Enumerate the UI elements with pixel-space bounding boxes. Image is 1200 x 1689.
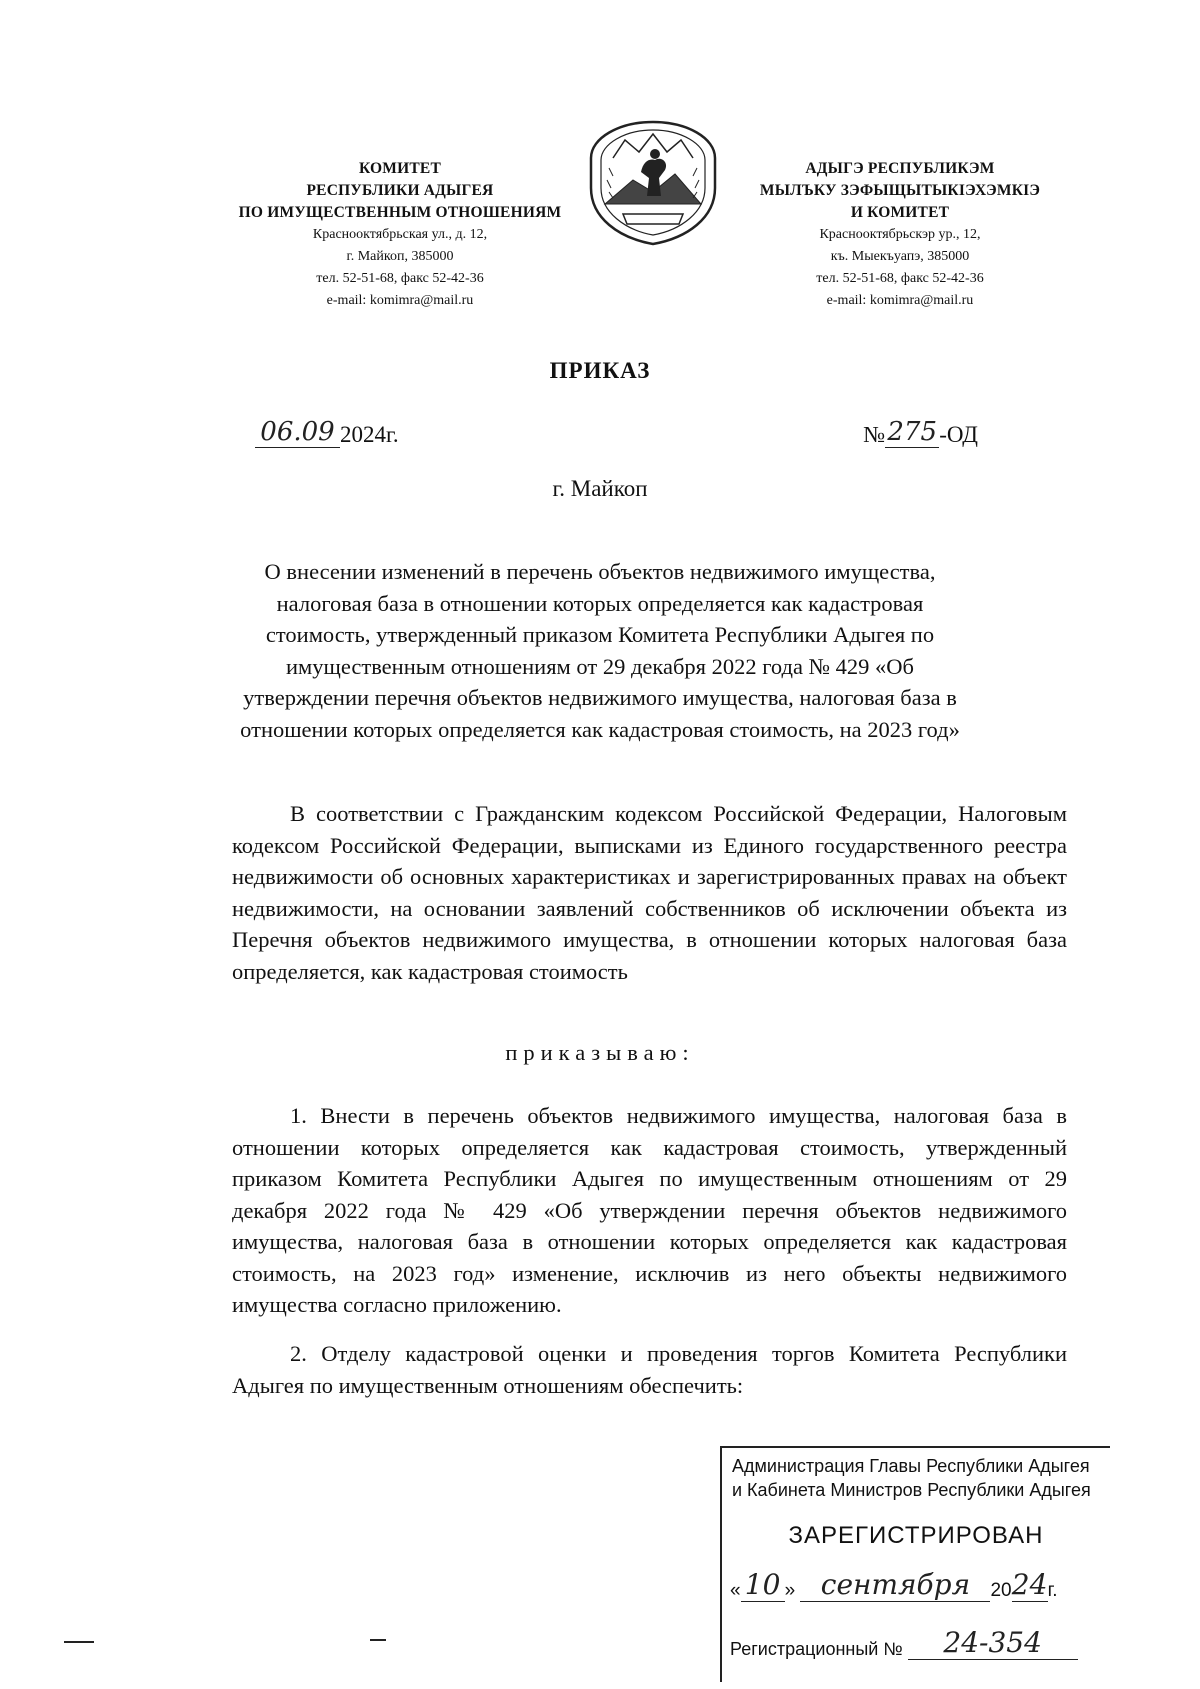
order-date <box>255 417 399 448</box>
header-left <box>225 158 575 312</box>
header-right <box>730 158 1070 312</box>
address-line1: Краснооктябрьская ул., д. 12, <box>312 227 488 242</box>
stamp-date <box>730 1568 1105 1602</box>
stamp-year-prefix: 20 <box>990 1580 1012 1601</box>
email: e-mail: komimra@mail.ru <box>326 293 474 308</box>
address-adyghe-line1: Краснооктябрьскэр ур., 12, <box>819 227 981 242</box>
order-item-2 <box>232 1338 1067 1401</box>
stamp-organization <box>732 1454 1107 1502</box>
registration-stamp <box>720 1446 1110 1682</box>
stamp-day: 10 <box>741 1568 785 1602</box>
handwritten-date: 06.09 <box>255 417 340 448</box>
coat-of-arms-icon <box>583 118 723 248</box>
stamp-quote-close: » <box>784 1580 796 1601</box>
order-item-2-text: 2. Отделу кадастровой оценки и проведения торгов Комитета Республики Адыгея по имущественным отношениям обеспечить: <box>232 1341 1067 1398</box>
stamp-registration-number <box>730 1626 1105 1660</box>
number-suffix: -ОД <box>939 422 978 447</box>
order-item-1 <box>232 1100 1067 1321</box>
margin-mark-center <box>370 1639 386 1641</box>
committee-name-adyghe-line2: МЫЛЪКУ ЗЭФЫЩЫТЫКIЭХЭМКIЭ <box>759 182 1041 199</box>
stamp-year: 24 <box>1011 1568 1048 1601</box>
document-title: ПРИКАЗ <box>549 358 651 383</box>
committee-name-line1: КОМИТЕТ <box>358 160 441 177</box>
stamp-month: сентября <box>800 1568 990 1602</box>
order-word: приказываю: <box>505 1040 695 1065</box>
address-line2: г. Майкоп, 385000 <box>346 249 454 264</box>
stamp-status: ЗАРЕГИСТРИРОВАН <box>788 1522 1044 1549</box>
stamp-reg-number: 24-354 <box>908 1626 1078 1660</box>
document-subject: О внесении изменений в перечень объектов недвижимого имущества, налоговая база в отношении которых определяется как кадастровая стоимость, утвержденный приказом Комитета Республики Адыгея по имущественным отношениям от 29 декабря 2022 года № 429 «Об утверждении перечня объектов недвижимого имущества, налоговая база в отношении которых определяется как кадастровая стоимость, на 2023 год» <box>240 559 960 742</box>
margin-mark-left <box>64 1641 94 1643</box>
order-item-1-text: 1. Внести в перечень объектов недвижимого имущества, налоговая база в отношении которых определяется как кадастровая стоимость, утвержденный приказом Комитета Республики Адыгея по имущественным отношениям от 29 декабря 2022 года № 429 «Об утверждении перечня объектов недвижимого имущества, налоговая база в отношении которых определяется как кадастровая стоимость, на 2023 год» изменение, исключив из него объекты недвижимого имущества согласно приложению. <box>232 1103 1067 1317</box>
committee-name-line3: ПО ИМУЩЕСТВЕННЫМ ОТНОШЕНИЯМ <box>238 204 562 221</box>
email-adyghe: e-mail: komimra@mail.ru <box>826 293 974 308</box>
phone-fax: тел. 52-51-68, факс 52-42-36 <box>316 271 484 286</box>
committee-name-line2: РЕСПУБЛИКИ АДЫГЕЯ <box>306 182 494 199</box>
address-adyghe-line2: къ. Мыекъуапэ, 385000 <box>830 249 970 264</box>
phone-fax-adyghe: тел. 52-51-68, факс 52-42-36 <box>816 271 984 286</box>
committee-name-adyghe-line1: АДЫГЭ РЕСПУБЛИКЭМ <box>805 160 995 177</box>
committee-name-adyghe-line3: И КОМИТЕТ <box>850 204 950 221</box>
number-prefix: № <box>863 422 886 447</box>
stamp-org-line2: и Кабинета Министров Республики Адыгея <box>732 1480 1091 1500</box>
handwritten-number: 275 <box>885 417 939 448</box>
preamble-paragraph <box>232 798 1067 987</box>
stamp-org-line1: Администрация Главы Республики Адыгея <box>732 1456 1090 1476</box>
stamp-reg-label: Регистрационный № <box>730 1639 903 1659</box>
stamp-year-suffix: г. <box>1047 1580 1058 1601</box>
order-number <box>863 417 978 448</box>
preamble-text: В соответствии с Гражданским кодексом Российской Федерации, Налоговым кодексом Российской Федерации, выписками из Единого государственного реестра недвижимости об основных характеристиках и зарегистрированных правах на объект недвижимости, на основании заявлений собственников об исключении объекта из Перечня объектов недвижимого имущества, в отношении которых налоговая база определяется, как кадастровая стоимость <box>232 801 1067 984</box>
stamp-quote-open: « <box>730 1580 741 1601</box>
date-suffix: 2024г. <box>340 422 399 447</box>
city: г. Майкоп <box>552 476 648 501</box>
